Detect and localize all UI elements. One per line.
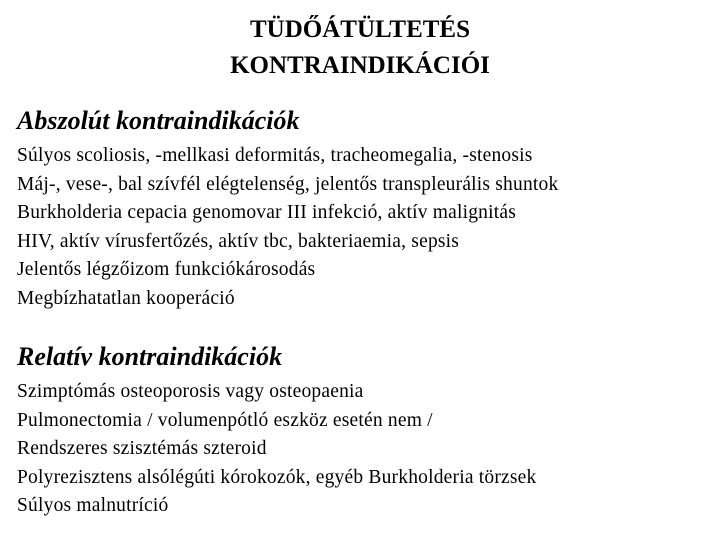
absolute-contraindications-list [17, 142, 713, 313]
list-item: Rendszeres szisztémás szteroid [17, 438, 267, 459]
relative-contraindications-heading: Relatív kontraindikációk [17, 342, 283, 371]
list-item: Szimptómás osteoporosis vagy osteopaenia [17, 381, 364, 402]
list-item: Pulmonectomia / volumenpótló eszköz esetén nem / [17, 409, 433, 431]
absolute-contraindications-heading: Abszolút kontraindikációk [17, 106, 300, 135]
list-item: Megbízhatatlan kooperáció [17, 287, 235, 309]
title-line-1: TÜDŐÁTÜLTETÉS [250, 16, 470, 43]
relative-contraindications-list [17, 378, 713, 521]
list-item: HIV, aktív vírusfertőzés, aktív tbc, bakteriaemia, sepsis [17, 230, 460, 252]
list-item: Súlyos malnutríció [17, 495, 169, 516]
list-item: Máj-, vese-, bal szívfél elégtelenség, jelentős transpleurális shuntok [17, 173, 559, 195]
page-title [0, 12, 720, 84]
list-item: Jelentős légzőizom funkciókárosodás [17, 259, 316, 280]
absolute-contraindications-section [17, 104, 713, 313]
list-item: Polyrezisztens alsólégúti kórokozók, egyéb Burkholderia törzsek [17, 466, 537, 488]
relative-contraindications-section [17, 340, 713, 521]
list-item: Súlyos scoliosis, -mellkasi deformitás, tracheomegalia, -stenosis [17, 145, 533, 166]
list-item: Burkholderia cepacia genomovar III infekció, aktív malignitás [17, 202, 516, 223]
title-line-2: KONTRAINDIKÁCIÓI [230, 52, 490, 79]
